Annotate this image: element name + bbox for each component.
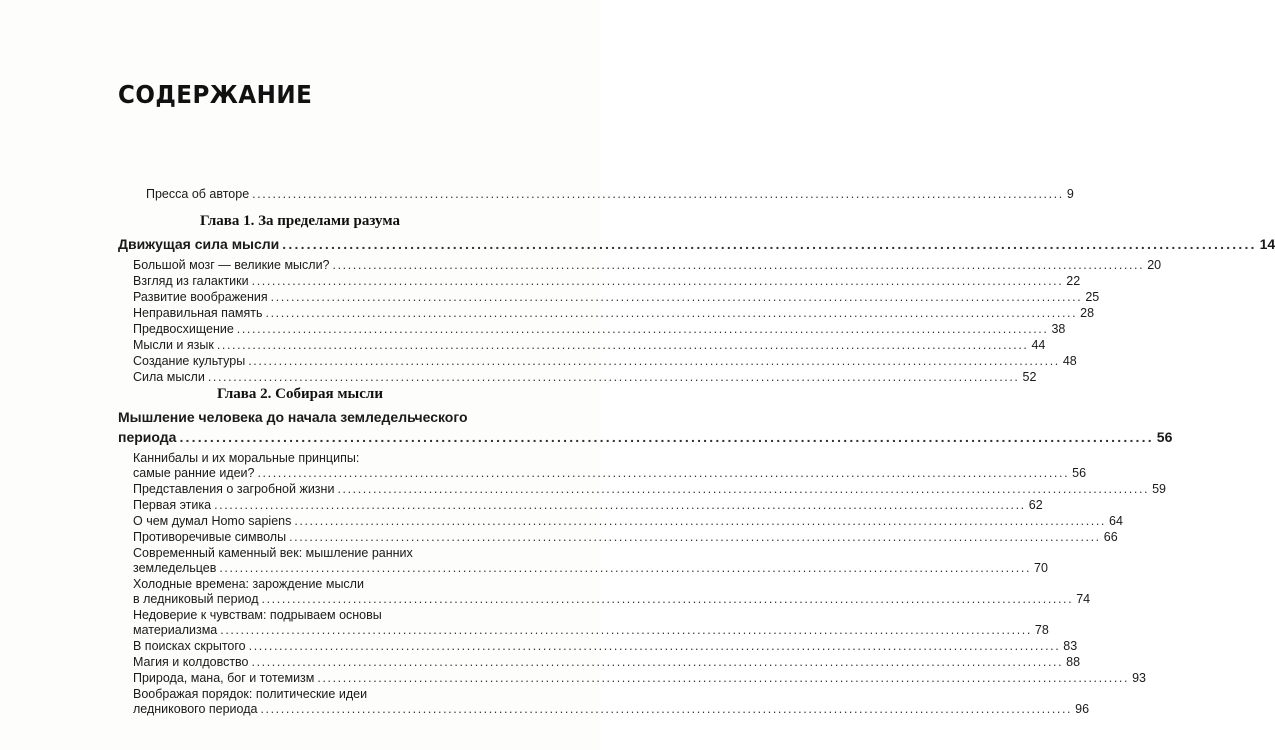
leader-dots: ................................................................................................................................................................	[332, 258, 1145, 272]
leader-dots: ................................................................................................................................................................	[337, 482, 1150, 496]
toc-entry-title: материализма	[133, 623, 218, 637]
toc-entry-title: Пресса об авторе	[146, 187, 250, 201]
toc-section-title: периода	[118, 429, 177, 445]
toc-entry	[133, 498, 1043, 512]
toc-entry	[133, 623, 1049, 637]
chapter-heading-1: Глава 1. За пределами разума	[200, 213, 400, 229]
leader-dots: ................................................................................................................................................................	[207, 370, 1020, 384]
toc-entry-page: 59	[1152, 482, 1167, 496]
toc-entry	[133, 671, 1146, 685]
toc-entry-page: 96	[1075, 702, 1090, 716]
toc-entry-page: 25	[1085, 290, 1100, 304]
toc-entry	[133, 702, 1090, 716]
toc-entry-page: 70	[1034, 561, 1048, 575]
toc-entry-page: 22	[1066, 274, 1081, 288]
toc-entry-page: 20	[1147, 258, 1162, 272]
leader-dots: ................................................................................................................................................................	[260, 702, 1073, 716]
leader-dots: ................................................................................................................................................................	[252, 187, 1064, 201]
toc-entry-title: ледникового периода	[133, 702, 258, 716]
toc-entry	[133, 322, 1066, 336]
leader-dots: ................................................................................................................................................................	[216, 338, 1029, 352]
leader-dots: ................................................................................................................................................................	[220, 623, 1032, 637]
toc-entry	[133, 338, 1046, 352]
toc-entry-page: 44	[1031, 338, 1046, 352]
toc-entry	[133, 306, 1095, 320]
toc-entry-title-line1: Холодные времена: зарождение мысли	[133, 577, 364, 591]
toc-entry-page: 83	[1063, 639, 1078, 653]
toc-entry-page: 56	[1072, 466, 1087, 480]
chapter-heading-2: Глава 2. Собирая мысли	[217, 386, 383, 402]
toc-entry-title: Предвосхищение	[133, 322, 234, 336]
toc-entry	[133, 290, 1100, 304]
toc-entry-title: земледельцев	[133, 561, 217, 575]
toc-entry-title: в ледниковый период	[133, 592, 259, 606]
toc-entry	[133, 561, 1048, 575]
toc-entry-title: Неправильная память	[133, 306, 263, 320]
leader-dots: ................................................................................................................................................................	[289, 530, 1101, 544]
toc-entry	[133, 639, 1078, 653]
toc-entry-title: Магия и колдовство	[133, 655, 249, 669]
toc-section-page: 14	[1259, 236, 1275, 252]
toc-entry-page: 78	[1034, 623, 1049, 637]
leader-dots: ................................................................................................................................................................	[236, 322, 1049, 336]
toc-entry-title-line1: Современный каменный век: мышление ранних	[133, 546, 413, 560]
toc-entry-page: 74	[1076, 592, 1091, 606]
leader-dots: ................................................................................................................................................................	[261, 592, 1074, 606]
toc-entry-title-line1: Воображая порядок: политические идеи	[133, 687, 368, 701]
page-title: СОДЕРЖАНИЕ	[118, 80, 313, 109]
toc-entry-title: Создание культуры	[133, 354, 246, 368]
toc-entry	[133, 370, 1037, 384]
leader-dots: ................................................................................................................................................................	[294, 514, 1107, 528]
leader-dots: ................................................................................................................................................................	[248, 639, 1061, 653]
toc-section-2-line1: Мышление человека до начала земледельческого	[118, 409, 468, 425]
toc-entry-title: Большой мозг — великие мысли?	[133, 258, 330, 272]
toc-entry-title: О чем думал Homo sapiens	[133, 514, 292, 528]
leader-dots: ................................................................................................................................................................	[251, 274, 1064, 288]
toc-entry-title: Первая этика	[133, 498, 212, 512]
toc-entry-title-line1: Каннибалы и их моральные принципы:	[133, 451, 360, 465]
toc-entry-title: Развитие воображения	[133, 290, 268, 304]
leader-dots: ................................................................................................................................................................	[317, 671, 1130, 685]
toc-section-1	[118, 236, 1275, 252]
toc-entry-page: 9	[1066, 187, 1074, 201]
toc-entry-preface	[146, 187, 1074, 201]
toc-entry	[133, 655, 1081, 669]
toc-entry-title: Мысли и язык	[133, 338, 214, 352]
toc-entry-title: В поисках скрытого	[133, 639, 246, 653]
toc-entry-page: 62	[1028, 498, 1043, 512]
toc-section-title: Движущая сила мысли	[118, 236, 280, 252]
toc-entry-page: 38	[1051, 322, 1066, 336]
toc-entry	[133, 482, 1167, 496]
leader-dots: ................................................................................................................................................................	[282, 236, 1257, 252]
toc-entry-page: 52	[1022, 370, 1037, 384]
leader-dots: ................................................................................................................................................................	[265, 306, 1078, 320]
leader-dots: ................................................................................................................................................................	[179, 429, 1154, 445]
leader-dots: ................................................................................................................................................................	[219, 561, 1032, 575]
leader-dots: ................................................................................................................................................................	[270, 290, 1083, 304]
toc-entry	[133, 514, 1123, 528]
toc-entry-page: 28	[1080, 306, 1095, 320]
toc-entry-title-line1: Недоверие к чувствам: подрываем основы	[133, 608, 382, 622]
toc-section-2	[118, 429, 1173, 445]
toc-entry	[133, 258, 1162, 272]
toc-entry	[133, 274, 1081, 288]
leader-dots: ................................................................................................................................................................	[248, 354, 1060, 368]
toc-entry-title: самые ранние идеи?	[133, 466, 255, 480]
leader-dots: ................................................................................................................................................................	[214, 498, 1026, 512]
toc-entry	[133, 530, 1118, 544]
toc-entry-page: 88	[1066, 655, 1081, 669]
toc-entry-page: 93	[1132, 671, 1146, 685]
leader-dots: ................................................................................................................................................................	[251, 655, 1064, 669]
toc-entry-title: Взгляд из галактики	[133, 274, 249, 288]
toc-entry-title: Представления о загробной жизни	[133, 482, 335, 496]
toc-entry	[133, 592, 1091, 606]
toc-entry-page: 48	[1062, 354, 1077, 368]
toc-section-page: 56	[1156, 429, 1173, 445]
toc-entry-page: 66	[1103, 530, 1118, 544]
toc-entry	[133, 354, 1077, 368]
toc-entry	[133, 466, 1087, 480]
toc-entry-title: Сила мысли	[133, 370, 205, 384]
toc-entry-title: Природа, мана, бог и тотемизм	[133, 671, 315, 685]
toc-entry-title: Противоречивые символы	[133, 530, 287, 544]
toc-entry-page: 64	[1109, 514, 1123, 528]
leader-dots: ................................................................................................................................................................	[257, 466, 1070, 480]
